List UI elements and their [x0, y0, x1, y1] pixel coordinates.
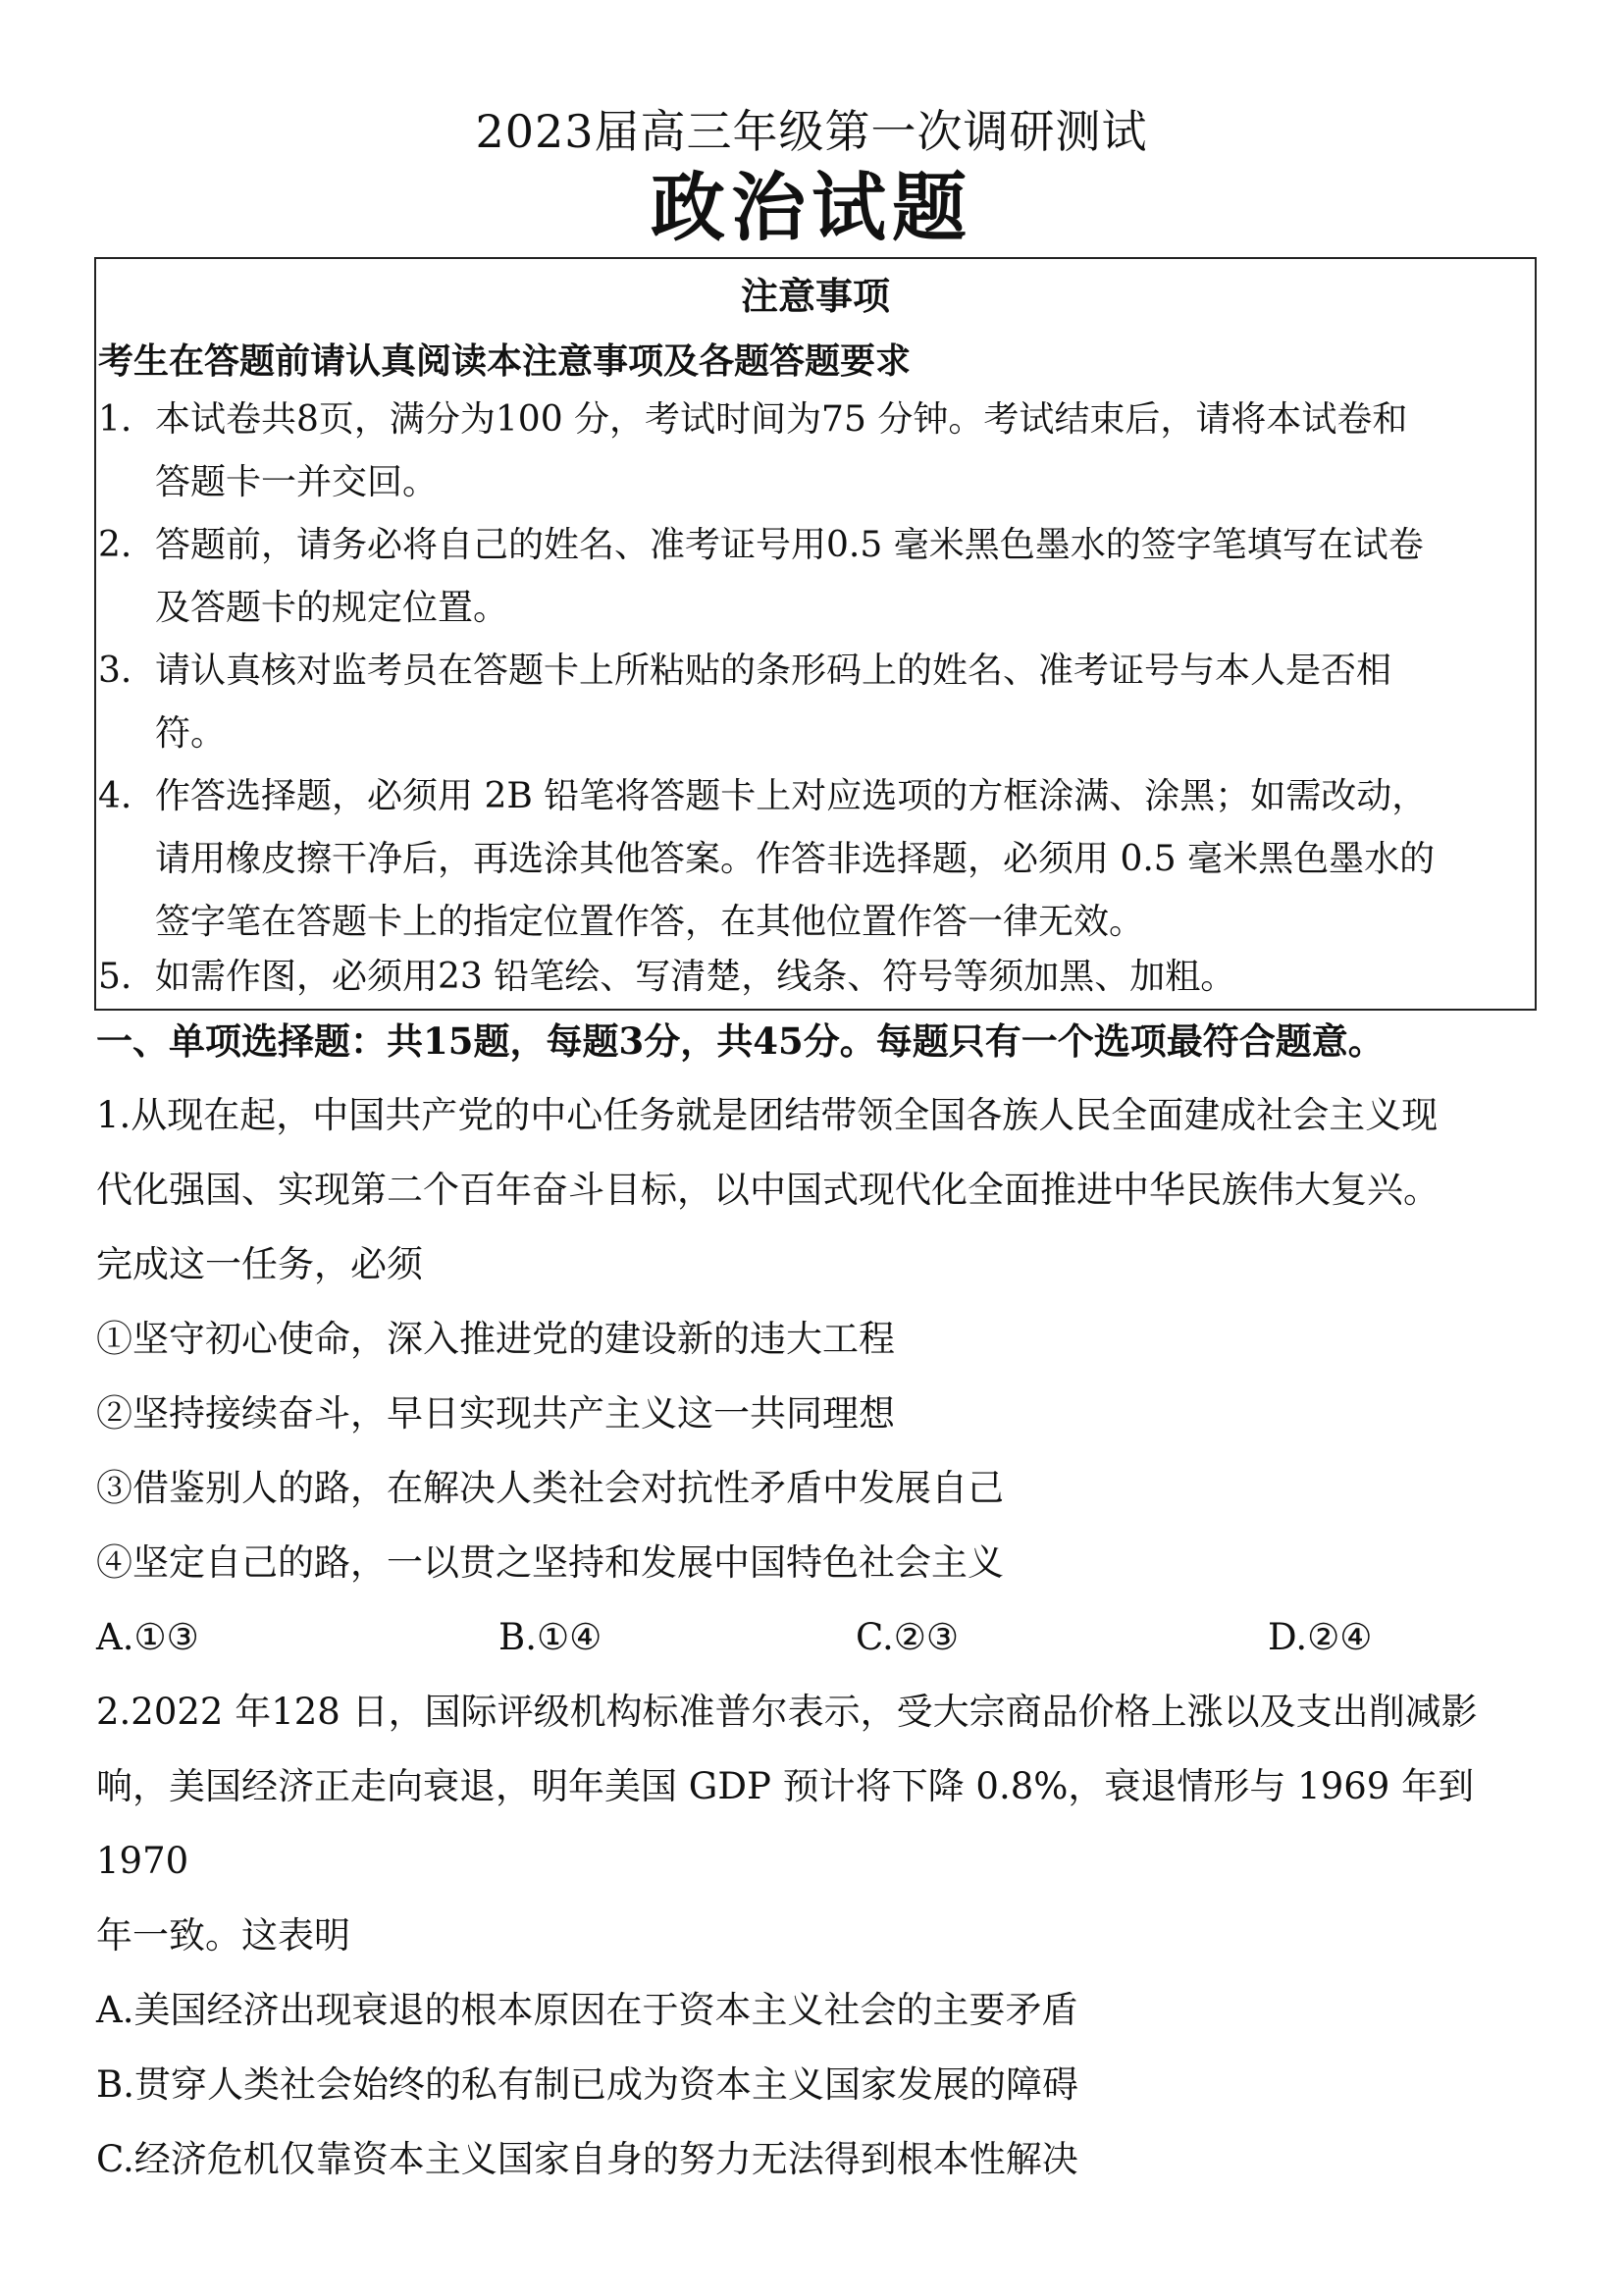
q1-option-d: D.②④ — [1268, 1616, 1373, 1658]
notice-item-line: 本试卷共8页，满分为100 分，考试时间为75 分钟。考试结束后，请将本试卷和 — [155, 399, 1408, 440]
notice-item-number: 1. — [98, 399, 132, 440]
q2-stem-line: 1970 — [96, 1840, 189, 1882]
q2-stem-line: 响，美国经济正走向衰退，明年美国 GDP 预计将下降 0.8%，衰退情形与 1969 年到 — [96, 1765, 1475, 1807]
notice-item-number: 2. — [98, 525, 132, 565]
q1-statement: ①坚守初心使命，深入推进党的建设新的违大工程 — [96, 1318, 895, 1360]
q1-statement: ③借鉴别人的路，在解决人类社会对抗性矛盾中发展自己 — [96, 1467, 1004, 1509]
q2-option-c: C.经济危机仅靠资本主义国家自身的努力无法得到根本性解决 — [96, 2138, 1078, 2180]
notice-item-number: 3. — [98, 651, 132, 691]
notice-item-line: 请认真核对监考员在答题卡上所粘贴的条形码上的姓名、准考证号与本人是否相 — [155, 651, 1392, 691]
q2-option-b: B.贯穿人类社会始终的私有制已成为资本主义国家发展的障碍 — [96, 2063, 1078, 2106]
notice-item-number: 4. — [98, 776, 132, 816]
notice-item-line: 及答题卡的规定位置。 — [155, 588, 509, 628]
q1-statement: ②坚持接续奋斗，早日实现共产主义这一共同理想 — [96, 1392, 895, 1435]
notice-box — [94, 257, 1537, 1011]
q1-stem-line: 代化强国、实现第二个百年奋斗目标，以中国式现代化全面推进中华民族伟大复兴。 — [96, 1169, 1440, 1211]
q1-option-b: B.①④ — [498, 1616, 602, 1658]
notice-item-line: 请用橡皮擦干净后，再选涂其他答案。作答非选择题，必须用 0.5 毫米黑色墨水的 — [155, 839, 1436, 879]
notice-item-number: 5. — [98, 957, 132, 997]
q1-stem-line: 完成这一任务，必须 — [96, 1243, 423, 1285]
notice-item-line: 如需作图，必须用23 铅笔绘、写清楚，线条、符号等须加黑、加粗。 — [155, 957, 1236, 997]
q1-stem-line: 1.从现在起，中国共产党的中心任务就是团结带领全国各族人民全面建成社会主义现 — [96, 1094, 1439, 1136]
q1-option-c: C.②③ — [856, 1616, 960, 1658]
q2-stem-line: 2.2022 年128 日，国际评级机构标准普尔表示，受大宗商品价格上涨以及支出削减影 — [96, 1691, 1478, 1733]
q2-option-a: A.美国经济出现衰退的根本原因在于资本主义社会的主要矛盾 — [96, 1989, 1078, 2031]
notice-item-line: 答题卡一并交回。 — [155, 462, 439, 502]
q1-statement: ④坚定自己的路，一以贯之坚持和发展中国特色社会主义 — [96, 1541, 1004, 1584]
notice-subheading: 考生在答题前请认真阅读本注意事项及各题答题要求 — [98, 340, 912, 382]
notice-item-line: 作答选择题，必须用 2B 铅笔将答题卡上对应选项的方框涂满、涂黑；如需改动， — [155, 776, 1428, 816]
exam-title: 2023届高三年级第一次调研测试 — [475, 105, 1148, 158]
section-heading: 一、单项选择题：共15题，每题3分，共45分。每题只有一个选项最符合题意。 — [96, 1019, 1385, 1063]
notice-heading: 注意事项 — [740, 274, 890, 318]
q1-option-a: A.①③ — [96, 1616, 199, 1658]
notice-item-line: 符。 — [155, 713, 227, 754]
notice-item-line: 签字笔在答题卡上的指定位置作答，在其他位置作答一律无效。 — [155, 902, 1145, 942]
q2-stem-line: 年一致。这表明 — [96, 1914, 350, 1957]
notice-item-line: 答题前，请务必将自己的姓名、准考证号用0.5 毫米黑色墨水的签字笔填写在试卷 — [155, 525, 1424, 565]
subject-title: 政治试题 — [651, 164, 972, 251]
